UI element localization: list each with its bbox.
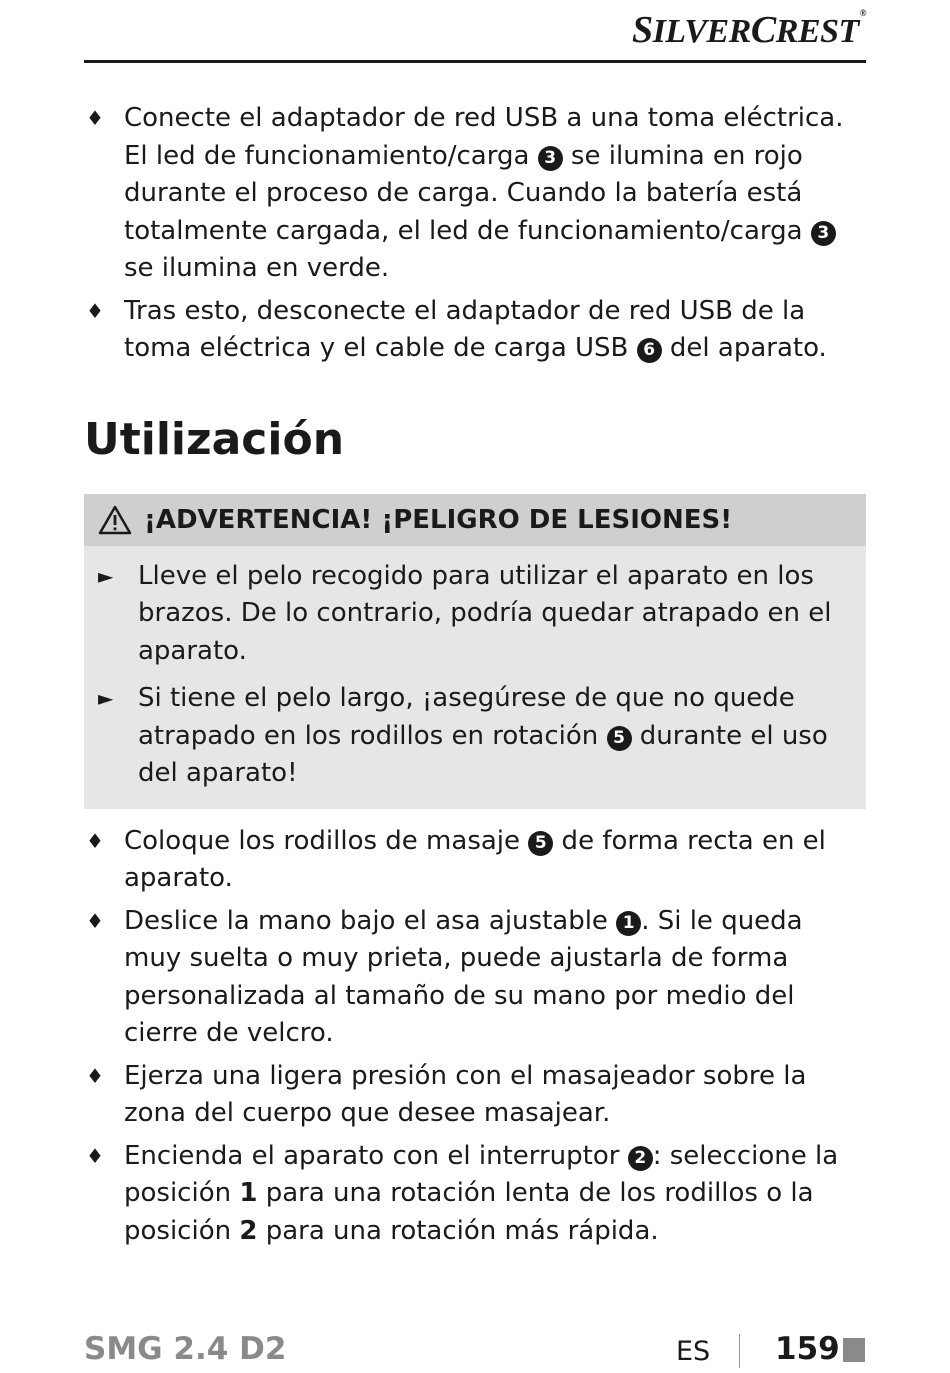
usage-item: ♦ Deslice la mano bajo el asa ajustable 1 . Si le queda muy suelta o muy prieta, puede ajustarla de forma personalizada al tamaño de su mano por medio del cierre de velcro. [84,903,866,1053]
page-header [84,0,866,63]
brand-logo [632,8,866,52]
logo-letter-s: S [631,9,653,51]
warning-title: ¡ADVERTENCIA! ¡PELIGRO DE LESIONES! [144,504,733,535]
warning-item: ► Si tiene el pelo largo, ¡asegúrese de que no quede atrapado en los rodillos en rotación 5 durante el uso del aparato! [98,680,852,793]
footer-model: SMG 2.4 D2 [84,1331,287,1367]
footer-divider [739,1334,740,1368]
section-title: Utilización [84,413,345,465]
warning-header [84,494,866,546]
arrow-bullet-icon: ► [98,563,114,588]
position-value: 1 [239,1178,258,1208]
footer-language: ES [676,1336,711,1367]
usage-item: ♦ Coloque los rodillos de masaje 5 de forma recta en el aparato. [84,823,866,898]
ref-number: 6 [637,338,662,363]
diamond-bullet-icon: ♦ [86,1063,104,1088]
diamond-bullet-icon: ♦ [86,106,104,130]
ref-number: 5 [607,726,632,751]
warning-box [84,494,866,809]
logo-letter-c: C [750,9,776,51]
ref-number: 3 [811,221,836,246]
page-content [84,100,866,1250]
ref-number: 3 [538,146,563,171]
diamond-bullet-icon: ♦ [86,1143,104,1168]
ref-number: 2 [628,1146,653,1171]
logo-registered: ® [859,8,866,18]
diamond-bullet-icon: ♦ [86,298,104,323]
arrow-bullet-icon: ► [98,686,114,710]
warning-body [84,546,866,809]
intro-item: ♦ Conecte el adaptador de red USB a una toma eléctrica. El led de funcionamiento/carga 3 se ilumina en rojo durante el proceso de carga. Cuando la batería está totalmente cargada, el led de funcionamiento/carga 3 se ilumina en verde. [84,100,866,288]
logo-ilver: ILVER [652,13,751,50]
ref-number: 1 [616,911,641,936]
position-value: 2 [239,1215,258,1246]
diamond-bullet-icon: ♦ [86,828,104,853]
intro-item: ♦ Tras esto, desconecte el adaptador de red USB de la toma eléctrica y el cable de carga USB 6 del aparato. [84,293,866,368]
usage-item: ♦ Ejerza una ligera presión con el masajeador sobre la zona del cuerpo que desee masajear. [84,1058,866,1133]
diamond-bullet-icon: ♦ [86,908,104,933]
footer-square-icon [843,1338,865,1362]
page-number: 159 [775,1331,840,1367]
warning-triangle-icon [98,505,132,535]
ref-number: 5 [528,831,553,856]
usage-item: ♦ Encienda el aparato con el interruptor 2 : seleccione la posición 1 para una rotación lenta de los rodillos o la posición 2 para una rotación más rápida. [84,1138,866,1251]
warning-item: ► Lleve el pelo recogido para utilizar el aparato en los brazos. De lo contrario, podría quedar atrapado en el aparato. [98,558,852,671]
logo-rest: REST [775,13,859,50]
